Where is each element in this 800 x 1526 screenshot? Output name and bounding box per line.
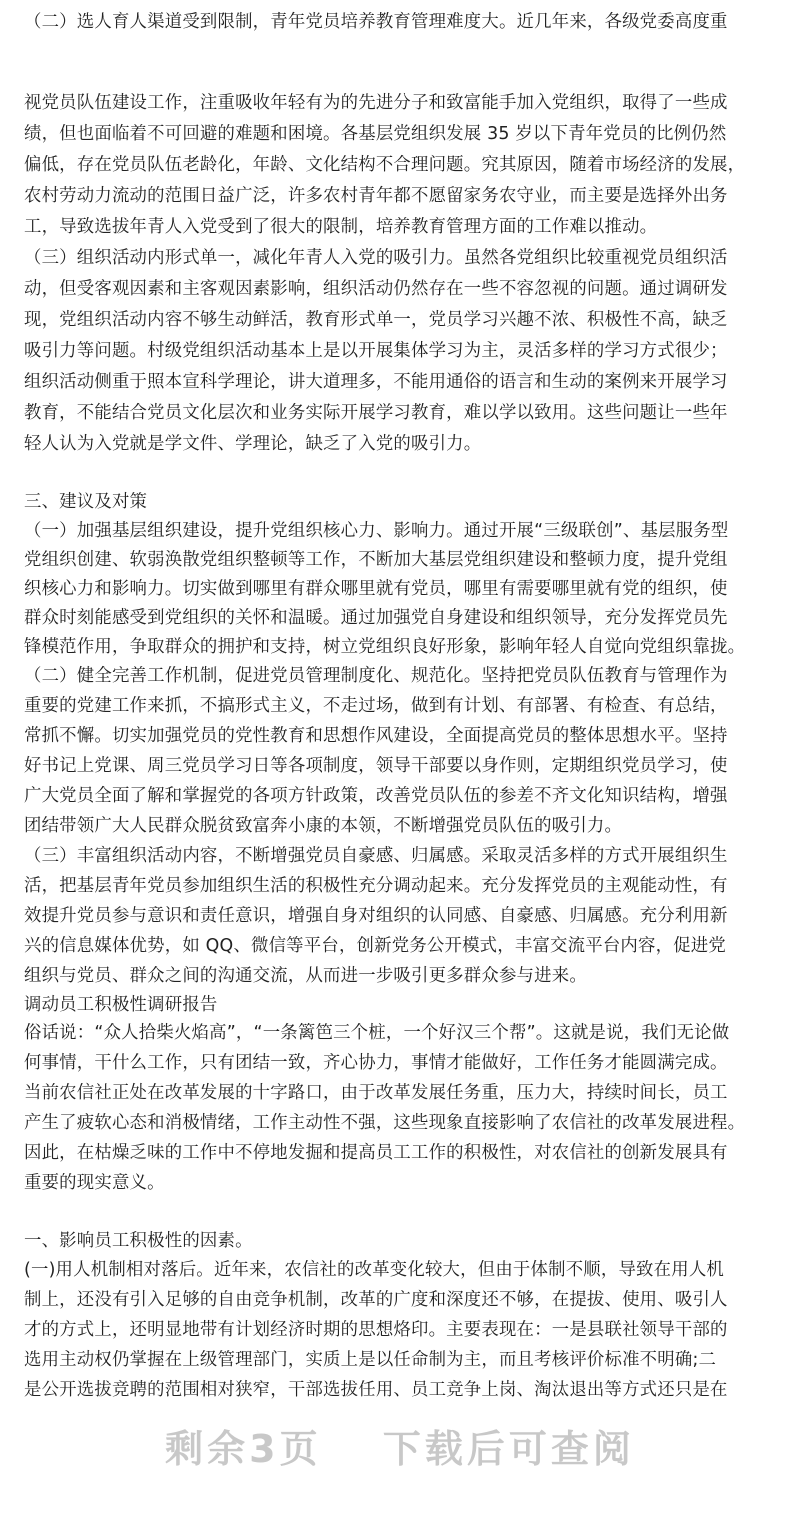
text-line: 兴的信息媒体优势，如 QQ、微信等平台，创新党务公开模式，丰富交流平台内容，促进党 xyxy=(24,936,726,956)
text-line: （二）选人育人渠道受到限制，青年党员培养教育管理难度大。近几年来，各级党委高度重 xyxy=(24,12,728,32)
text-line: 制上，还没有引入足够的自由竞争机制，改革的广度和深度还不够，在提拔、使用、吸引人 xyxy=(24,1290,728,1310)
text-line: 活，把基层青年党员参加组织生活的积极性充分调动起来。充分发挥党员的主观能动性，有 xyxy=(24,876,728,896)
text-line: 偏低，存在党员队伍老龄化，年龄、文化结构不合理问题。究其原因，随着市场经济的发展， xyxy=(24,155,746,175)
text-line: 何事情，干什么工作，只有团结一致，齐心协力，事情才能做好，工作任务才能圆满完成。 xyxy=(24,1053,728,1073)
text-line: 现，党组织活动内容不够生动鲜活，教育形式单一，党员学习兴趣不浓、积极性不高，缺乏 xyxy=(24,310,728,330)
text-line: 效提升党员参与意识和责任意识，增强自身对组织的认同感、自豪感、归属感。充分利用新 xyxy=(24,906,728,926)
text-line: 选用主动权仍掌握在上级管理部门，实质上是以任命制为主，而且考核评价标准不明确;二 xyxy=(24,1350,717,1370)
text-line: 吸引力等问题。村级党组织活动基本上是以开展集体学习为主，灵活多样的学习方式很少； xyxy=(24,341,728,361)
text-line: 因此，在枯燥乏味的工作中不停地发掘和提高员工工作的积极性，对农信社的创新发展具有 xyxy=(24,1143,728,1163)
text-line: 好书记上党课、周三党员学习日等各项制度，领导干部要以身作则，定期组织党员学习，使 xyxy=(24,756,728,776)
text-line: （三）组织活动内形式单一，减化年青人入党的吸引力。虽然各党组织比较重视党员组织活 xyxy=(24,248,728,268)
report-title: 调动员工积极性调研报告 xyxy=(24,995,218,1015)
text-line: 俗话说：“众人拾柴火焰高”，“一条篱笆三个桩，一个好汉三个帮”。这就是说，我们无论做 xyxy=(24,1023,730,1043)
text-line: 党组织创建、软弱涣散党组织整顿等工作，不断加大基层党组织建设和整顿力度，提升党组 xyxy=(24,550,728,570)
text-line: 农村劳动力流动的范围日益广泛，许多农村青年都不愿留家务农守业，而主要是选择外出务 xyxy=(24,186,728,206)
text-line: 是公开选拔竞聘的范围相对狭窄，干部选拔任用、员工竞争上岗、淘汰退出等方式还只是在 xyxy=(24,1380,728,1400)
text-line: 工，导致选拔年青人入党受到了很大的限制，培养教育管理方面的工作难以推动。 xyxy=(24,217,658,237)
text-line: 绩，但也面临着不可回避的难题和困境。各基层党组织发展 35 岁以下青年党员的比例仍然 xyxy=(24,124,727,144)
text-line: (一)用人机制相对落后。近年来，农信社的改革变化较大，但由于体制不顺，导致在用人机 xyxy=(24,1260,725,1280)
text-line: 广大党员全面了解和掌握党的各项方针政策，改善党员队伍的参差不齐文化知识结构，增强 xyxy=(24,786,728,806)
text-line: 视党员队伍建设工作，注重吸收年轻有为的先进分子和致富能手加入党组织，取得了一些成 xyxy=(24,93,728,113)
text-line: （三）丰富组织活动内容，不断增强党员自豪感、归属感。采取灵活多样的方式开展组织生 xyxy=(24,846,728,866)
text-line: 重要的现实意义。 xyxy=(24,1173,165,1193)
text-line: 教育，不能结合党员文化层次和业务实际开展学习教育，难以学以致用。这些问题让一些年 xyxy=(24,403,728,423)
text-line: 轻人认为入党就是学文件、学理论，缺乏了入党的吸引力。 xyxy=(24,434,482,454)
text-line: （二）健全完善工作机制，促进党员管理制度化、规范化。坚持把党员队伍教育与管理作为 xyxy=(24,666,728,686)
section-heading: 三、建议及对策 xyxy=(24,492,148,512)
text-line: 才的方式上，还明显地带有计划经济时期的思想烙印。主要表现在：一是县联社领导干部的 xyxy=(24,1320,728,1340)
text-line: 常抓不懈。切实加强党员的党性教育和思想作风建设，全面提高党员的整体思想水平。坚持 xyxy=(24,726,728,746)
text-line: 锋模范作用，争取群众的拥护和支持，树立党组织良好形象，影响年轻人自觉向党组织靠拢。 xyxy=(24,637,746,657)
text-line: 动，但受客观因素和主客观因素影响，组织活动仍然存在一些不容忽视的问题。通过调研发 xyxy=(24,279,728,299)
text-line: 组织与党员、群众之间的沟通交流，从而进一步吸引更多群众参与进来。 xyxy=(24,966,587,986)
remaining-pages-label: 剩余3页 xyxy=(165,1427,322,1471)
text-line: 群众时刻能感受到党组织的关怀和温暖。通过加强党自身建设和组织领导，充分发挥党员先 xyxy=(24,608,728,628)
section-heading: 一、影响员工积极性的因素。 xyxy=(24,1231,253,1251)
download-to-view-label[interactable]: 下载后可查阅 xyxy=(382,1427,635,1471)
text-line: 重要的党建工作来抓，不搞形式主义，不走过场，做到有计划、有部署、有检查、有总结， xyxy=(24,696,728,716)
text-line: 当前农信社正处在改革发展的十字路口，由于改革发展任务重，压力大，持续时间长，员工 xyxy=(24,1083,728,1103)
text-line: 织核心力和影响力。切实做到哪里有群众哪里就有党员，哪里有需要哪里就有党的组织，使 xyxy=(24,579,728,599)
text-line: 组织活动侧重于照本宣科学理论，讲大道理多，不能用通俗的语言和生动的案例来开展学习 xyxy=(24,372,728,392)
text-line: 团结带领广大人民群众脱贫致富奔小康的本领，不断增强党员队伍的吸引力。 xyxy=(24,816,623,836)
text-line: （一）加强基层组织建设，提升党组织核心力、影响力。通过开展“三级联创”、基层服务型 xyxy=(24,521,729,541)
text-line: 产生了疲软心态和消极情绪，工作主动性不强，这些现象直接影响了农信社的改革发展进程。 xyxy=(24,1113,746,1133)
download-prompt[interactable] xyxy=(0,1418,800,1473)
